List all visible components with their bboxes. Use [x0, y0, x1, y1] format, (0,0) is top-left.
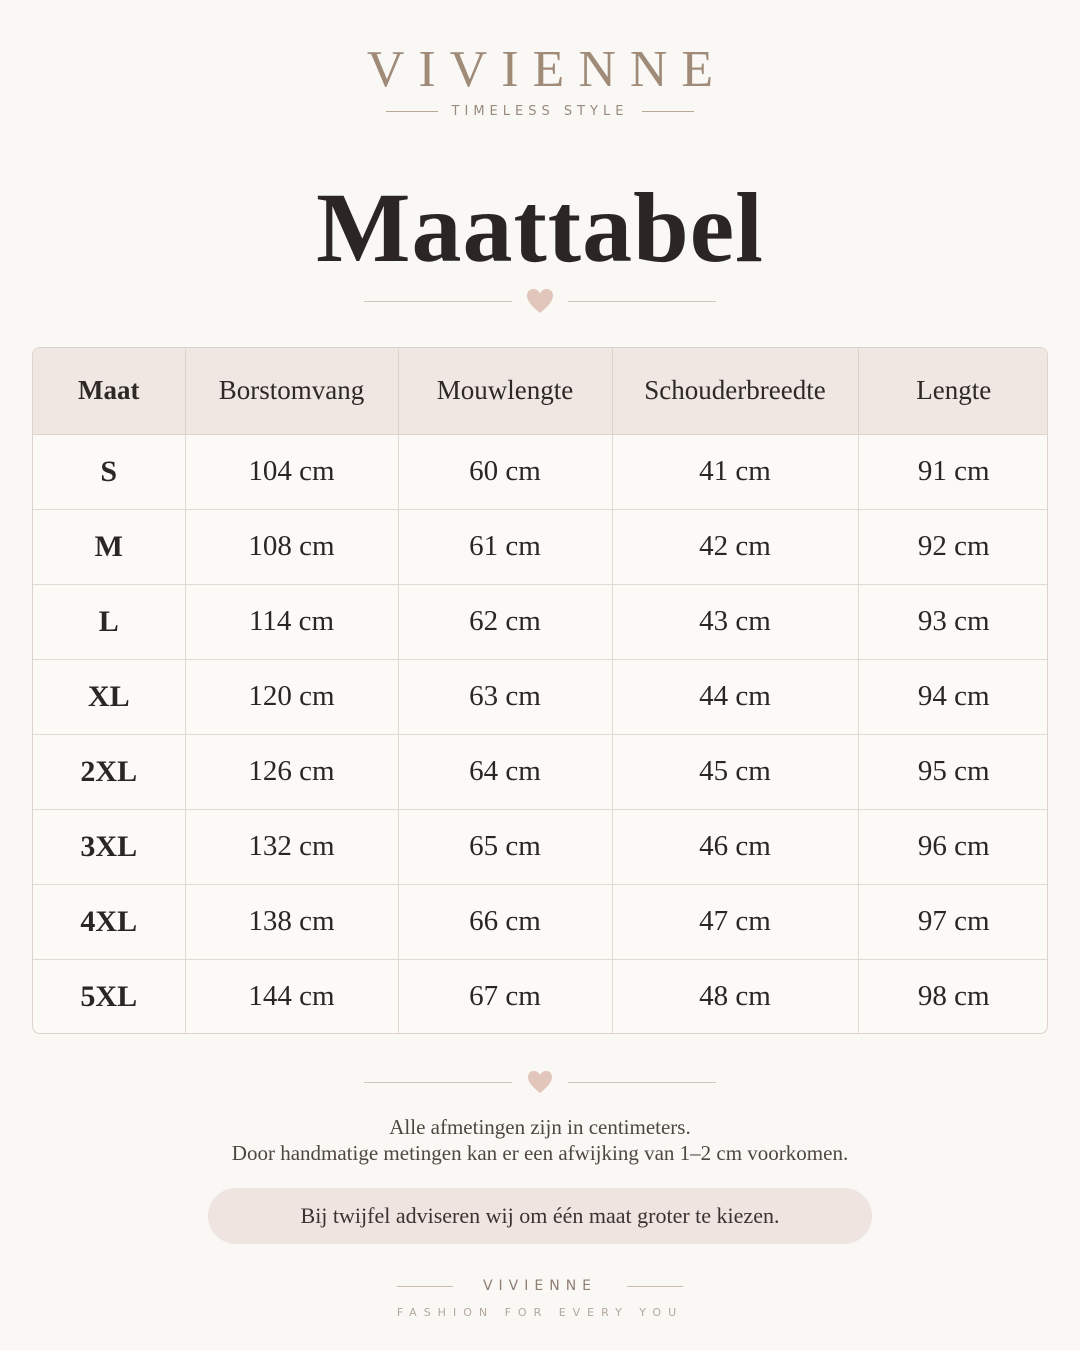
table-row: [33, 584, 1048, 659]
cell-lengte: 97 cm: [858, 884, 1048, 959]
divider-rule-left: [364, 301, 512, 302]
cell-mouwlengte: 61 cm: [398, 509, 612, 584]
cell-schouderbreedte: 47 cm: [612, 884, 858, 959]
title-divider: [0, 286, 1080, 316]
cell-schouderbreedte: 44 cm: [612, 659, 858, 734]
table-header-row: [33, 348, 1048, 434]
tagline-rule-right: [642, 111, 694, 112]
cell-borstomvang: 108 cm: [185, 509, 398, 584]
cell-borstomvang: 138 cm: [185, 884, 398, 959]
header-maat: Maat: [33, 348, 185, 434]
cell-lengte: 95 cm: [858, 734, 1048, 809]
table-row: [33, 884, 1048, 959]
cell-mouwlengte: 67 cm: [398, 959, 612, 1034]
footer-rule-left: [397, 1286, 453, 1287]
cell-size: L: [33, 584, 185, 659]
brand-tagline-row: [0, 104, 1080, 119]
cell-borstomvang: 104 cm: [185, 434, 398, 509]
note-line-2: Door handmatige metingen kan er een afwijking van 1–2 cm voorkomen.: [231, 1141, 849, 1165]
cell-mouwlengte: 63 cm: [398, 659, 612, 734]
note-line-1: Alle afmetingen zijn in centimeters.: [389, 1115, 691, 1139]
tagline-rule-left: [386, 111, 438, 112]
cell-schouderbreedte: 45 cm: [612, 734, 858, 809]
cell-schouderbreedte: 48 cm: [612, 959, 858, 1034]
cell-lengte: 94 cm: [858, 659, 1048, 734]
cell-borstomvang: 132 cm: [185, 809, 398, 884]
cell-size: XL: [33, 659, 185, 734]
cell-lengte: 92 cm: [858, 509, 1048, 584]
cell-size: M: [33, 509, 185, 584]
cell-lengte: 96 cm: [858, 809, 1048, 884]
cell-mouwlengte: 65 cm: [398, 809, 612, 884]
cell-size: 4XL: [33, 884, 185, 959]
footer-tagline: FASHION FOR EVERY YOU: [396, 1306, 684, 1319]
heart-icon: [526, 1069, 554, 1095]
heart-icon: [526, 288, 554, 314]
cell-mouwlengte: 62 cm: [398, 584, 612, 659]
cell-size: S: [33, 434, 185, 509]
header-borstomvang: Borstomvang: [185, 348, 398, 434]
cell-lengte: 93 cm: [858, 584, 1048, 659]
divider-rule-right: [568, 301, 716, 302]
header-schouderbreedte: Schouderbreedte: [612, 348, 858, 434]
brand-tagline: TIMELESS STYLE: [451, 104, 629, 119]
advice-banner: Bij twijfel adviseren wij om één maat groter te kiezen.: [208, 1188, 872, 1244]
table-row: [33, 734, 1048, 809]
table-row: [33, 434, 1048, 509]
cell-mouwlengte: 60 cm: [398, 434, 612, 509]
brand-logo: VIVIENNE: [366, 41, 728, 98]
table-row: [33, 509, 1048, 584]
divider-rule-right: [568, 1082, 716, 1083]
notes-divider: [0, 1067, 1080, 1097]
cell-schouderbreedte: 41 cm: [612, 434, 858, 509]
size-table: [32, 347, 1048, 1034]
cell-schouderbreedte: 43 cm: [612, 584, 858, 659]
cell-lengte: 91 cm: [858, 434, 1048, 509]
divider-rule-left: [364, 1082, 512, 1083]
table-row: [33, 809, 1048, 884]
header-mouwlengte: Mouwlengte: [398, 348, 612, 434]
footer-brand: VIVIENNE: [482, 1278, 598, 1294]
table-row: [33, 659, 1048, 734]
cell-lengte: 98 cm: [917, 980, 990, 1013]
cell-schouderbreedte: 46 cm: [612, 809, 858, 884]
cell-borstomvang: 144 cm: [185, 959, 398, 1034]
cell-size: 2XL: [33, 734, 185, 809]
cell-mouwlengte: 66 cm: [398, 884, 612, 959]
table-row: [33, 959, 1048, 1034]
cell-borstomvang: 126 cm: [185, 734, 398, 809]
cell-mouwlengte: 64 cm: [398, 734, 612, 809]
cell-size: 5XL: [33, 959, 185, 1034]
cell-borstomvang: 120 cm: [185, 659, 398, 734]
measurement-notes: [0, 1114, 1080, 1166]
footer-rule-right: [627, 1286, 683, 1287]
footer-brand-row: [0, 1278, 1080, 1294]
cell-size: 3XL: [33, 809, 185, 884]
cell-borstomvang: 114 cm: [185, 584, 398, 659]
cell-schouderbreedte: 42 cm: [612, 509, 858, 584]
page-title: Maattabel: [316, 172, 764, 283]
header-lengte: Lengte: [858, 348, 1048, 434]
